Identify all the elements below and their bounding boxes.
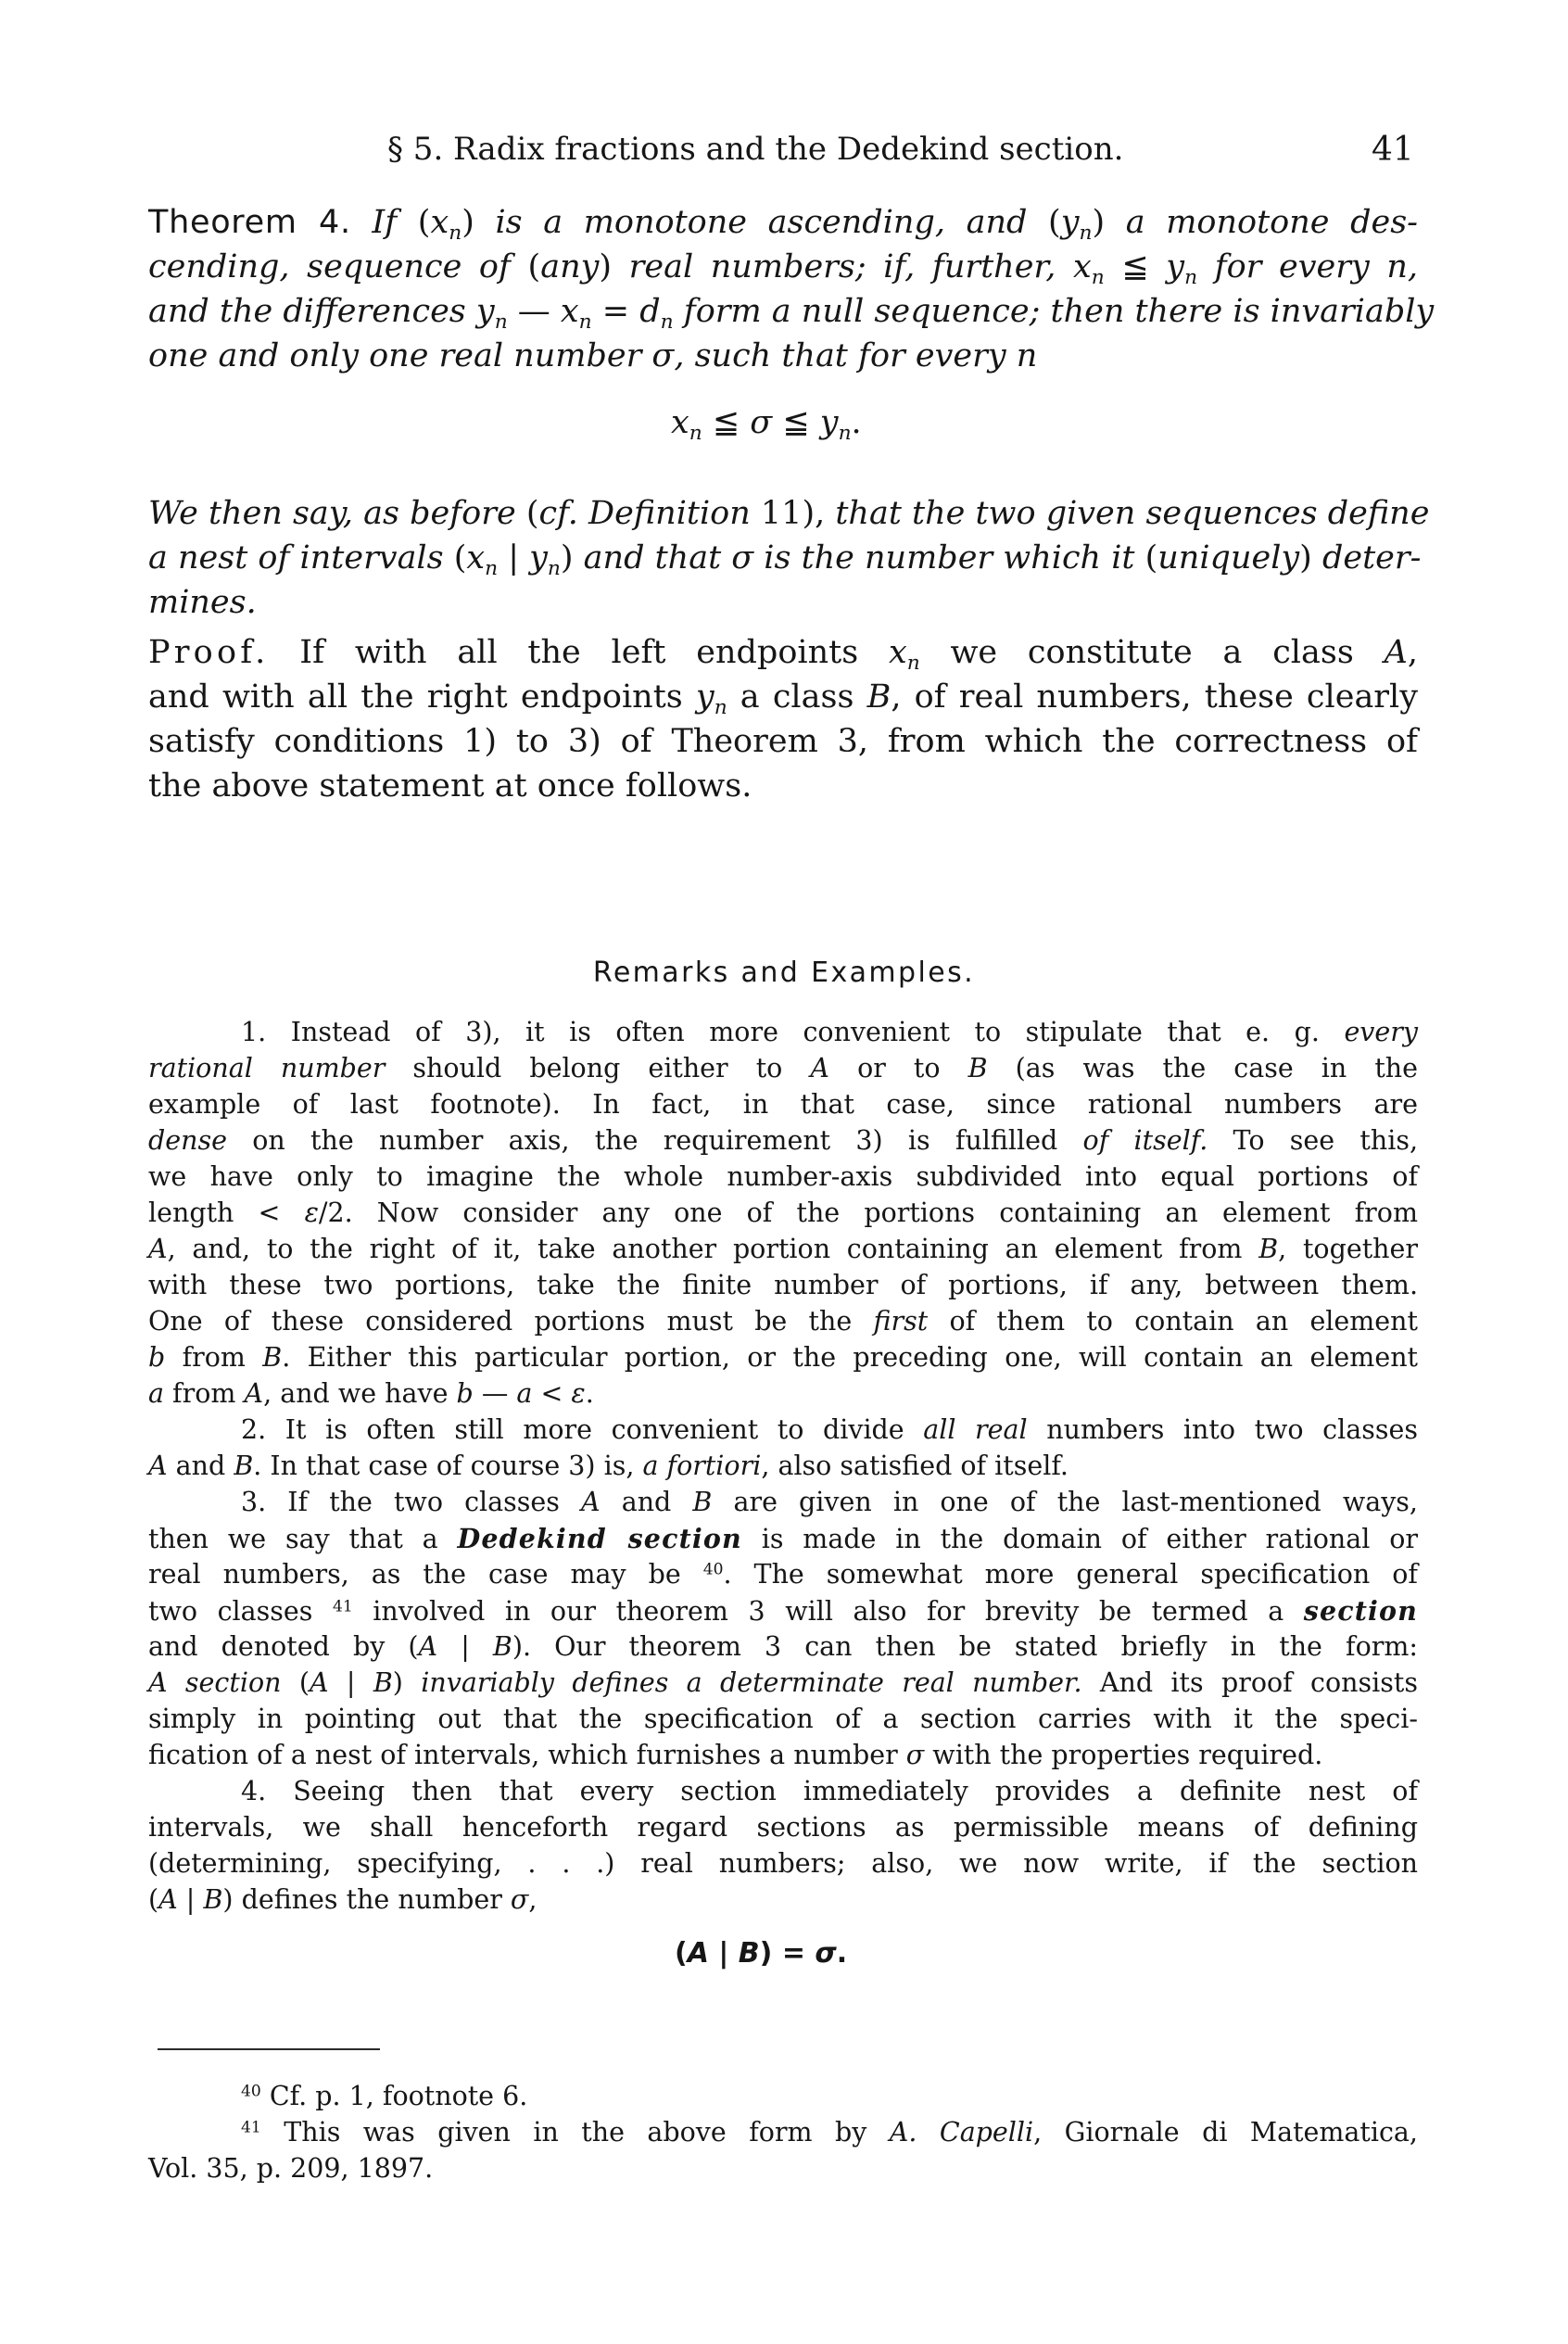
- remark-1-line-4: dense on the number axis, the requirement 3) is fulfilled of itself. To see this,: [148, 1125, 1419, 1156]
- theorem-line-4: one and only one real number σ, such that for every n: [148, 337, 1038, 374]
- remark-4-line-2: intervals, we shall henceforth regard sections as permissible means of defining: [148, 1812, 1418, 1843]
- footnote-41-mark: 41: [241, 2118, 261, 2137]
- remark-1-line-11: a from A, and we have b — a < ε.: [148, 1378, 594, 1409]
- theorem-line-2: cending, sequence of (any) real numbers; if, further, $x_n$ ≦ $y_n$ for every n,: [148, 248, 1418, 289]
- running-head: § 5. Radix fractions and the Dedekind section.: [387, 131, 1124, 168]
- proof-line-3: satisfy conditions 1) to 3) of Theorem 3, from which the correctness of: [148, 723, 1418, 760]
- remark-4-line-3: (determining, specifying, . . .) real numbers; also, we now write, if the section: [148, 1848, 1418, 1879]
- theorem-line-3: and the differences $y_n$ — $x_n = d_n$ form a null sequence; then there is invariably: [148, 293, 1435, 334]
- term-section: section: [1303, 1595, 1418, 1627]
- footnote-ref-40: 40: [702, 1560, 724, 1579]
- footnote-ref-41: 41: [332, 1597, 353, 1616]
- theorem-note-line-1: We then say, as before (cf. Definition 11), that the two given sequences define: [148, 495, 1430, 532]
- theorem-label: Theorem 4.: [148, 204, 351, 241]
- remark-1-line-10: b from B. Either this particular portion, or the preceding one, will contain an element: [148, 1342, 1418, 1373]
- footnote-40-text: Cf. p. 1, footnote 6.: [269, 2081, 528, 2111]
- remark-3-line-4: two classes $^{41}$ involved in our theorem 3 will also for brevity be termed a section: [148, 1595, 1418, 1627]
- footnote-41-line-2: Vol. 35, p. 209, 1897.: [148, 2153, 434, 2184]
- remark-3-line-6: A section (A | B) invariably defines a determinate real number. And its proof consists: [148, 1667, 1418, 1698]
- remark-2-line-2: A and B. In that case of course 3) is, a fortiori, also satisfied of itself.: [148, 1451, 1069, 1481]
- term-dedekind-section: Dedekind section: [457, 1523, 742, 1554]
- section-formula: (A | B) = σ.: [675, 1937, 848, 1970]
- remark-3-line-3: real numbers, as the case may be $^{40}$. The somewhat more general specification of: [148, 1559, 1418, 1590]
- remark-1-line-6: length < ε/2. Now consider any one of the portions containing an element from: [148, 1197, 1418, 1228]
- remark-2-line-1: 2. It is often still more convenient to divide all real numbers into two classes: [241, 1414, 1418, 1445]
- remark-4-line-1: 4. Seeing then that every section immediately provides a definite nest of: [241, 1776, 1418, 1806]
- remark-1-line-2: rational number should belong either to A or to B (as was the case in the: [148, 1053, 1418, 1083]
- proof-line-1: Proof. If with all the left endpoints $x_n$ we constitute a class A,: [148, 634, 1418, 675]
- display-formula: $x_n$ ≦ σ ≦ $y_n$.: [671, 404, 862, 445]
- footnote-40: [148, 2081, 1418, 2111]
- page-number: 41: [1372, 131, 1414, 169]
- theorem-note-line-3: mines.: [148, 584, 257, 621]
- theorem-line-1: Theorem 4. If $(x_n)$ is a monotone ascending, and $(y_n)$ a monotone des-: [148, 204, 1418, 245]
- remarks-heading: Remarks and Examples.: [592, 957, 976, 989]
- remark-3-line-7: simply in pointing out that the specification of a section carries with it the speci-: [148, 1704, 1418, 1734]
- remark-3-line-1: 3. If the two classes A and B are given in one of the last-mentioned ways,: [241, 1487, 1418, 1517]
- remark-3-line-5: and denoted by (A | B). Our theorem 3 can then be stated briefly in the form:: [148, 1631, 1418, 1662]
- footnote-40-mark: 40: [241, 2082, 261, 2101]
- proof-line-2: and with all the right endpoints $y_n$ a class B, of real numbers, these clearly: [148, 678, 1419, 719]
- remark-1-line-8: with these two portions, take the finite number of portions, if any, between them.: [148, 1270, 1418, 1300]
- remark-1-line-3: example of last footnote). In fact, in that case, since rational numbers are: [148, 1089, 1418, 1120]
- proof-label: Proof.: [148, 634, 270, 671]
- footnote-rule: [158, 2048, 380, 2050]
- theorem-note-line-2: a nest of intervals ($x_n$ | $y_n$) and that σ is the number which it (uniquely) deter-: [148, 539, 1422, 580]
- remark-3-line-2: then we say that a Dedekind section is made in the domain of either rational or: [148, 1523, 1418, 1554]
- proof-line-4: the above statement at once follows.: [148, 767, 752, 805]
- footnote-41-line-1: $^{41}$ This was given in the above form by A. Capelli, Giornale di Matematica,: [241, 2117, 1418, 2148]
- remark-1-line-7: A, and, to the right of it, take another portion containing an element from B, together: [148, 1234, 1418, 1264]
- remark-1-line-1: 1. Instead of 3), it is often more convenient to stipulate that e. g. every: [241, 1017, 1418, 1047]
- remark-4-line-4: (A | B) defines the number σ,: [148, 1884, 537, 1915]
- remark-3-line-8: fication of a nest of intervals, which furnishes a number σ with the properties required.: [148, 1740, 1323, 1770]
- remark-1-line-5: we have only to imagine the whole number-axis subdivided into equal portions of: [148, 1161, 1418, 1192]
- remark-1-line-9: One of these considered portions must be the first of them to contain an element: [148, 1306, 1418, 1337]
